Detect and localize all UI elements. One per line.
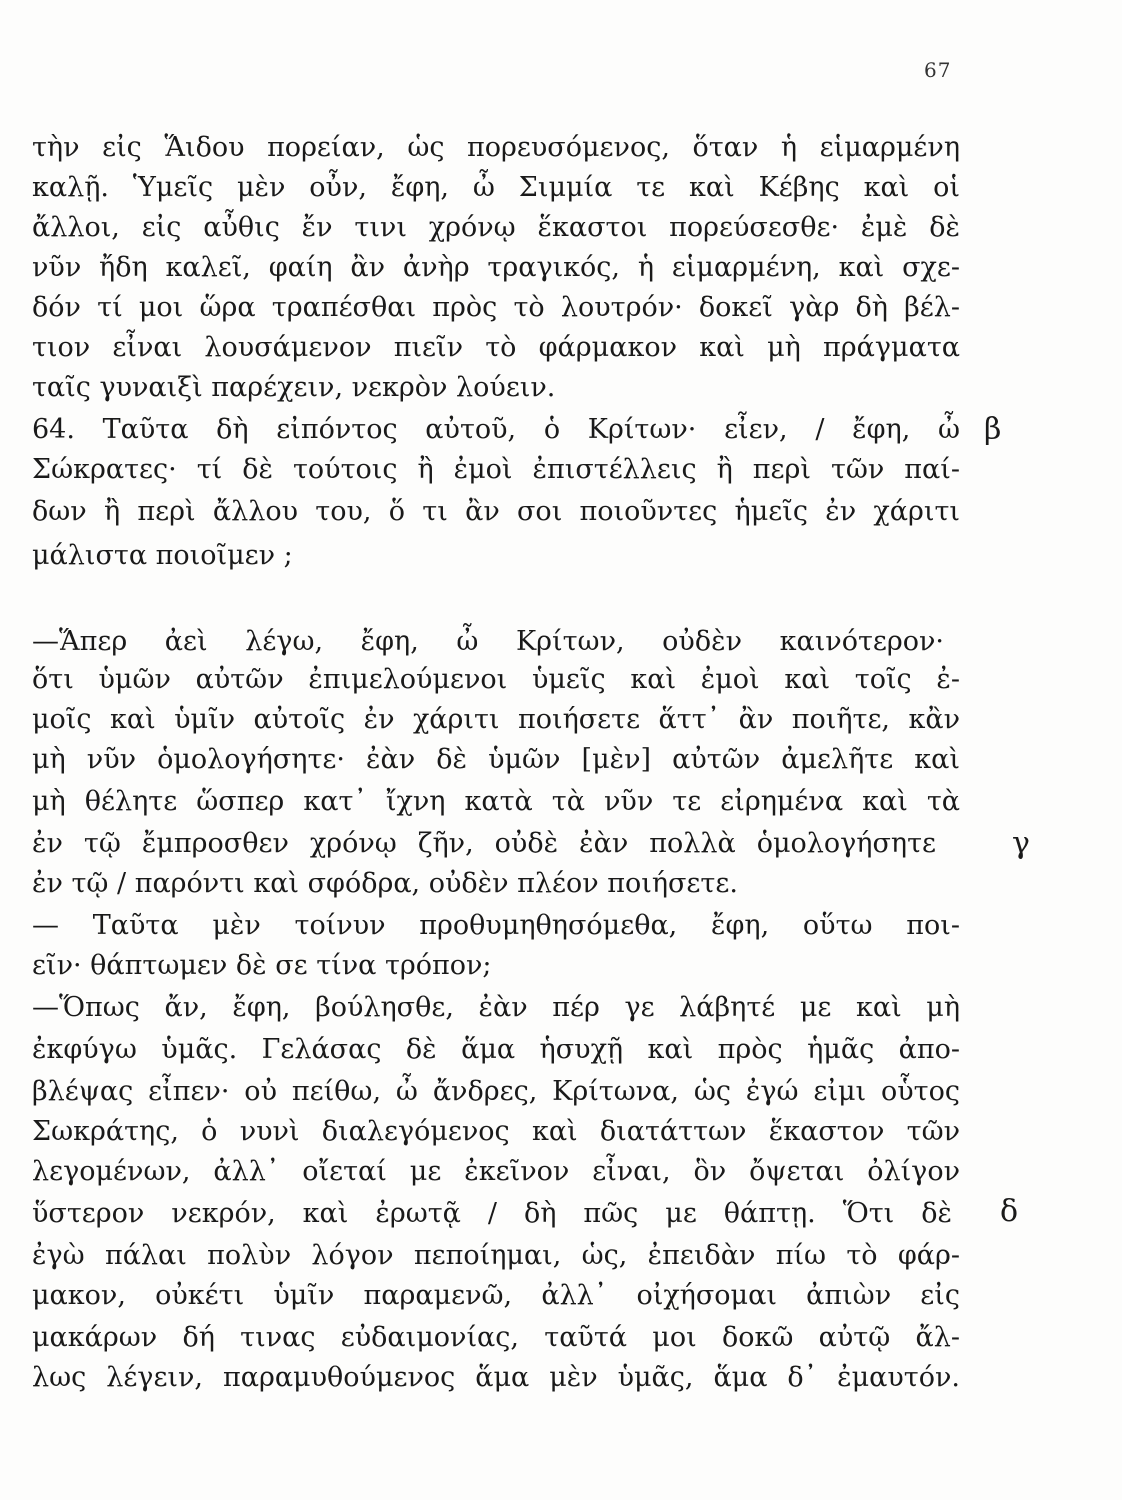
text-line: ἐκφύγω ὑμᾶς. Γελάσας δὲ ἅμα ἡσυχῇ καὶ πρὸς ἡμᾶς ἀπο-: [32, 1034, 960, 1065]
text-line: λως λέγειν, παραμυθούμενος ἅμα μὲν ὑμᾶς, ἅμα δ᾽ ἐμαυτόν.: [32, 1362, 960, 1393]
text-line: Σωκράτης, ὁ νυνὶ διαλεγόμενος καὶ διατάττων ἕκαστον τῶν: [32, 1116, 960, 1147]
page-number: 67: [924, 58, 952, 82]
text-line: καλῇ. Ὑμεῖς μὲν οὖν, ἔφη, ὦ Σιμμία τε καὶ Κέβης καὶ οἱ: [32, 172, 960, 203]
margin-section-marker: δ: [1000, 1194, 1019, 1229]
text-line: ἄλλοι, εἰς αὖθις ἔν τινι χρόνῳ ἕκαστοι πορεύσεσθε· ἐμὲ δὲ: [32, 212, 960, 243]
text-line: λεγομένων, ἀλλ᾽ οἴεταί με ἐκεῖνον εἶναι, ὃν ὄψεται ὀλίγον: [32, 1156, 960, 1187]
text-line: —Ἅπερ ἀεὶ λέγω, ἔφη, ὦ Κρίτων, οὐδὲν καινότερον·: [32, 626, 944, 657]
text-line: —Ὅπως ἄν, ἔφη, βούλησθε, ἐὰν πέρ γε λάβητέ με καὶ μὴ: [32, 992, 960, 1023]
text-line: εῖν· θάπτωμεν δὲ σε τίνα τρόπον;: [32, 950, 492, 981]
text-line: τὴν εἰς Ἅιδου πορείαν, ὡς πορευσόμενος, ὅταν ἡ εἱμαρμένη: [32, 132, 960, 163]
text-line: Σώκρατες· τί δὲ τούτοις ἢ ἐμοὶ ἐπιστέλλεις ἢ περὶ τῶν παί-: [32, 454, 960, 485]
text-line: μακον, οὐκέτι ὑμῖν παραμενῶ, ἀλλ᾽ οἰχήσομαι ἀπιὼν εἰς: [32, 1280, 960, 1311]
text-line: ὅτι ὑμῶν αὐτῶν ἐπιμελούμενοι ὑμεῖς καὶ ἐμοὶ καὶ τοῖς ἐ-: [32, 664, 960, 695]
text-line: νῦν ἤδη καλεῖ, φαίη ἂν ἀνὴρ τραγικός, ἡ εἱμαρμένη, καὶ σχε-: [32, 252, 960, 283]
text-line: ὕστερον νεκρόν, καὶ ἐρωτᾷ / δὴ πῶς με θάπτῃ. Ὅτι δὲ: [32, 1198, 952, 1229]
text-line: βλέψας εἶπεν· οὐ πείθω, ὦ ἄνδρες, Κρίτωνα, ὡς ἐγώ εἰμι οὗτος: [32, 1076, 960, 1107]
text-line: μοῖς καὶ ὑμῖν αὐτοῖς ἐν χάριτι ποιήσετε ἅττ᾽ ἂν ποιῆτε, κἂν: [32, 704, 960, 735]
text-line: 64. Ταῦτα δὴ εἰπόντος αὐτοῦ, ὁ Κρίτων· εἶεν, / ἔφη, ὦ: [32, 414, 960, 445]
text-line: — Ταῦτα μὲν τοίνυν προθυμηθησόμεθα, ἔφη, οὕτω ποι-: [32, 910, 960, 941]
margin-section-marker: β: [984, 412, 1002, 447]
text-line: δόν τί μοι ὥρα τραπέσθαι πρὸς τὸ λουτρόν· δοκεῖ γὰρ δὴ βέλ-: [32, 292, 960, 323]
text-line: δων ἢ περὶ ἄλλου του, ὅ τι ἂν σοι ποιοῦντες ἡμεῖς ἐν χάριτι: [32, 496, 960, 527]
text-line: μακάρων δή τινας εὐδαιμονίας, ταῦτά μοι δοκῶ αὐτῷ ἄλ-: [32, 1322, 960, 1353]
text-line: ἐν τῷ ἔμπροσθεν χρόνῳ ζῆν, οὐδὲ ἐὰν πολλὰ ὁμολογήσητε: [32, 828, 936, 859]
margin-section-marker: γ: [1012, 826, 1030, 861]
text-line: μὴ θέλητε ὥσπερ κατ᾽ ἴχνη κατὰ τὰ νῦν τε εἰρημένα καὶ τὰ: [32, 786, 960, 817]
text-line: τιον εἶναι λουσάμενον πιεῖν τὸ φάρμακον καὶ μὴ πράγματα: [32, 332, 960, 363]
text-line: ἐγὼ πάλαι πολὺν λόγον πεποίημαι, ὡς, ἐπειδὰν πίω τὸ φάρ-: [32, 1240, 960, 1271]
text-line: μὴ νῦν ὁμολογήσητε· ἐὰν δὲ ὑμῶν [μὲν] αὐτῶν ἀμελῆτε καὶ: [32, 744, 960, 775]
text-line: μάλιστα ποιοῖμεν ;: [32, 540, 293, 571]
text-line: ταῖς γυναιξὶ παρέχειν, νεκρὸν λούειν.: [32, 372, 556, 403]
text-line: ἐν τῷ / παρόντι καὶ σφόδρα, οὐδὲν πλέον ποιήσετε.: [32, 868, 738, 899]
